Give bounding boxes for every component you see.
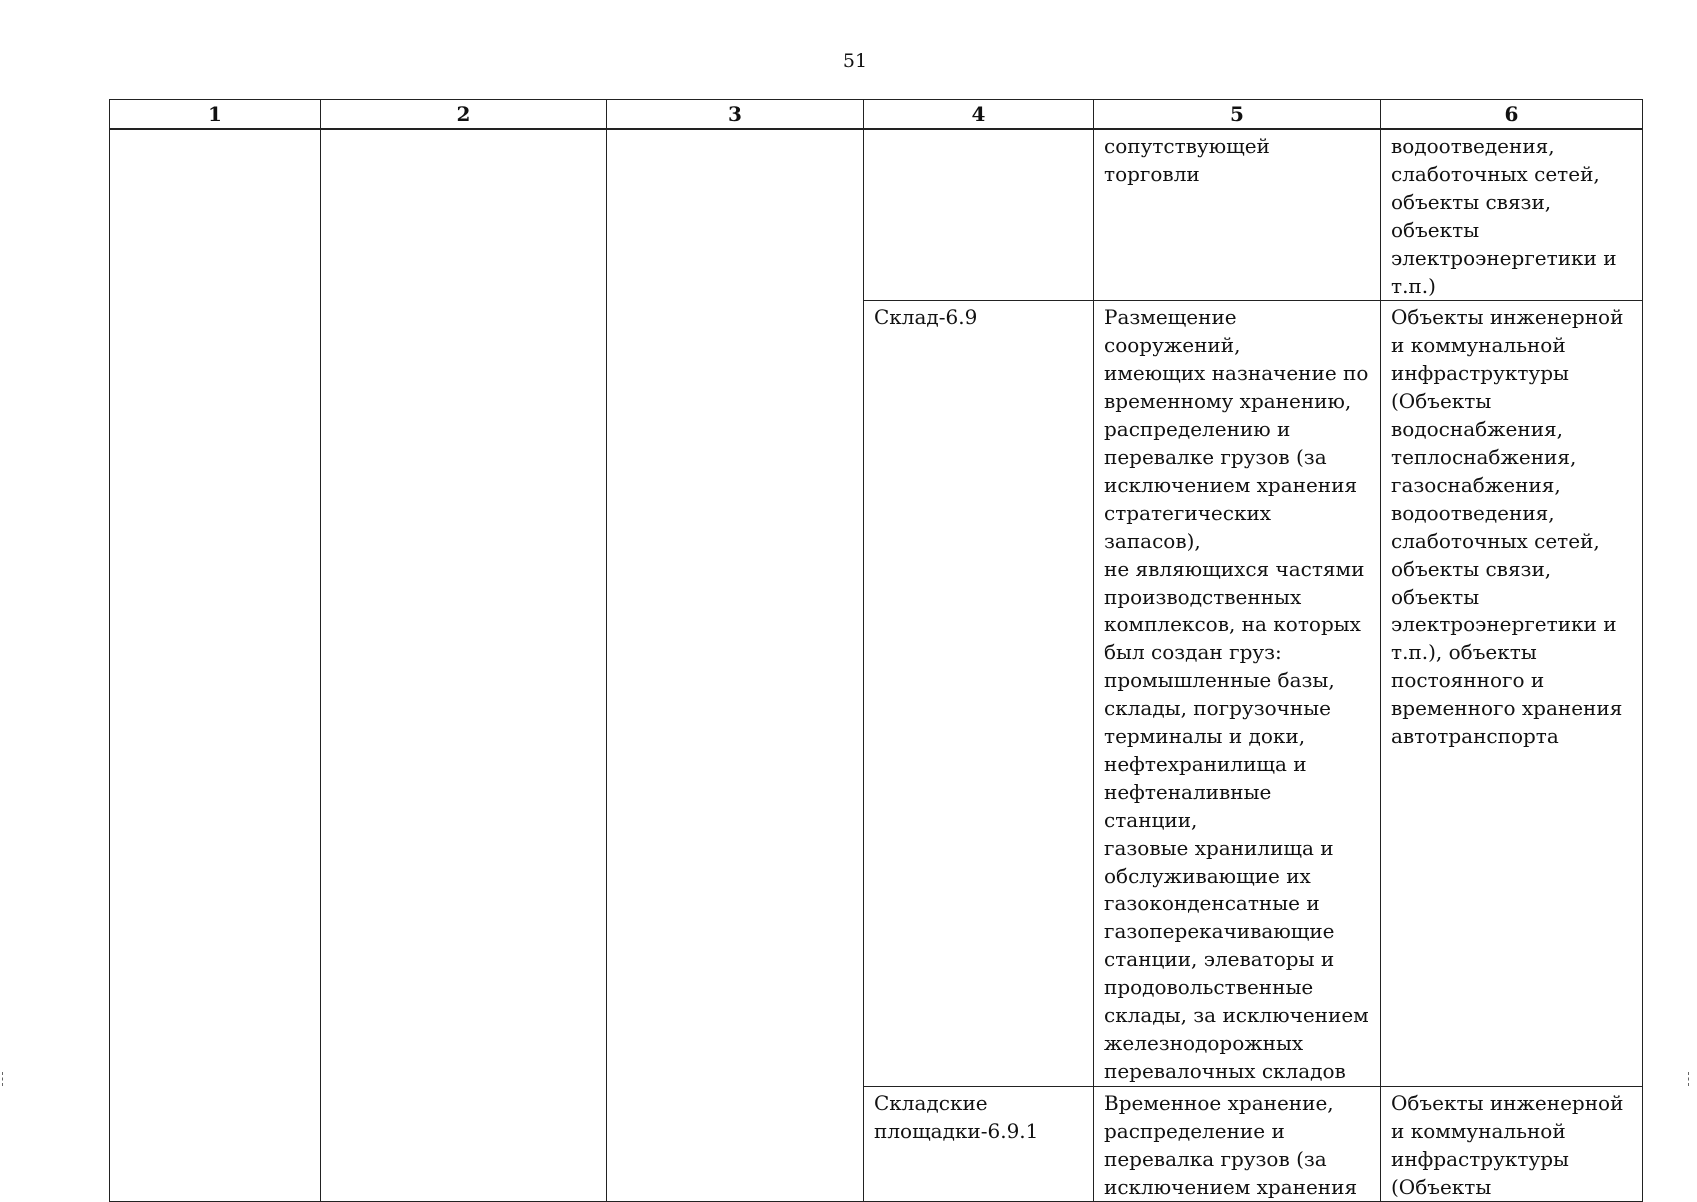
scan-edge-mark-left	[2, 1072, 9, 1086]
cell-description: сопутствующей торговли	[1094, 129, 1381, 301]
land-use-table	[109, 99, 1643, 1202]
cell-allowed-objects: Объекты инженерной и коммунальной инфраструктуры (Объекты водоснабжения, теплоснабжения, газоснабжения, водоотведения, слаботочных сетей, объекты связи, объекты электроэнергетики и т.п.), объекты постоянного и временного хранения автотранспорта	[1381, 301, 1643, 1086]
cell-use-type	[864, 129, 1094, 301]
column-header-3: 3	[607, 100, 864, 130]
column-header-4: 4	[864, 100, 1094, 130]
cell-col1	[110, 129, 321, 1202]
cell-description: Временное хранение, распределение и перевалка грузов (за исключением хранения	[1094, 1086, 1381, 1202]
cell-use-type: Складские площадки-6.9.1	[864, 1086, 1094, 1202]
scan-edge-mark-right	[1688, 1072, 1695, 1086]
cell-use-type: Склад-6.9	[864, 301, 1094, 1086]
cell-allowed-objects: водоотведения, слаботочных сетей, объекты связи, объекты электроэнергетики и т.п.)	[1381, 129, 1643, 301]
column-header-2: 2	[321, 100, 607, 130]
cell-description: Размещение сооружений, имеющих назначение по временному хранению, распределению и перевалке грузов (за исключением хранения стратегических запасов), не являющихся частями производственных комплексов, на которых был создан груз: промышленные базы, склады, погрузочные терминалы и доки, нефтехранилища и нефтеналивные станции, газовые хранилища и обслуживающие их газоконденсатные и газоперекачивающие станции, элеваторы и продовольственные склады, за исключением железнодорожных перевалочных складов	[1094, 301, 1381, 1086]
column-header-6: 6	[1381, 100, 1643, 130]
column-header-5: 5	[1094, 100, 1381, 130]
table-row	[110, 129, 1643, 301]
cell-allowed-objects: Объекты инженерной и коммунальной инфраструктуры (Объекты	[1381, 1086, 1643, 1202]
page-number: 51	[842, 50, 868, 72]
cell-col2	[321, 129, 607, 1202]
column-header-1: 1	[110, 100, 321, 130]
table-header-row	[110, 100, 1643, 130]
cell-col3	[607, 129, 864, 1202]
